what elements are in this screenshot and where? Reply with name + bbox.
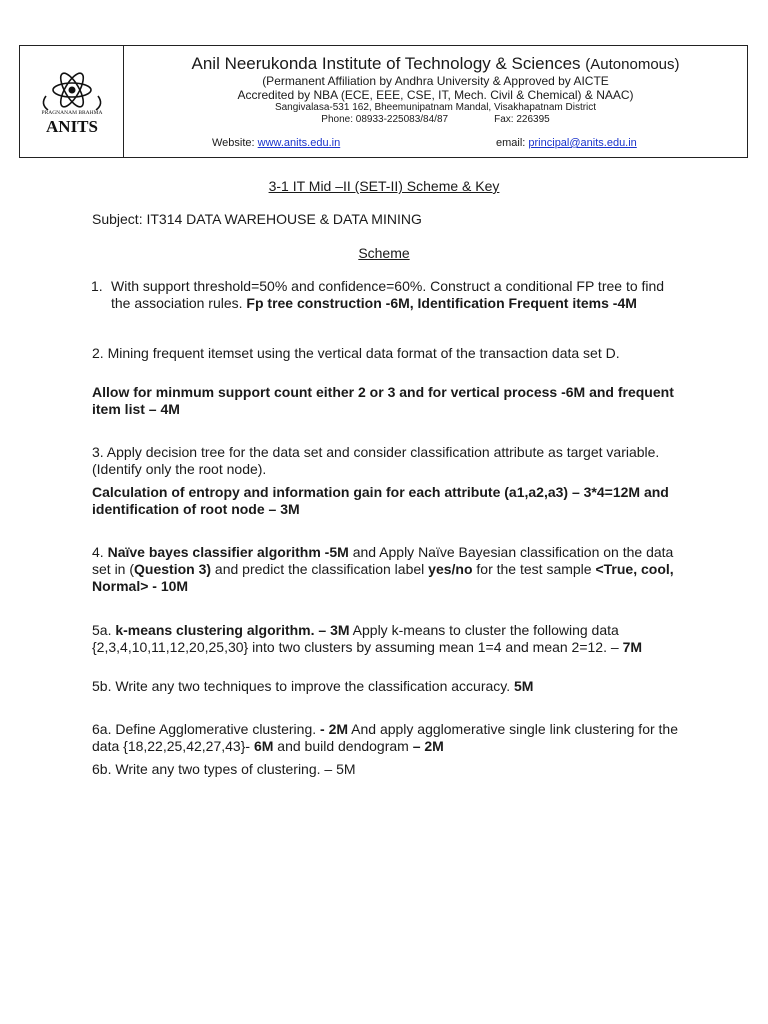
- q2-marks: Allow for minmum support count either 2 or 3 and for vertical process -6M and frequent item list – 4M: [92, 384, 674, 417]
- question-3: 3. Apply decision tree for the data set and consider classification attribute as target variable. (Identify only the root node).: [92, 444, 660, 477]
- subject-line: Subject: IT314 DATA WAREHOUSE & DATA MINING: [92, 211, 422, 227]
- address: Sangivalasa-531 162, Bheemunipatnam Mandal, Visakhapatnam District: [274, 102, 597, 113]
- phone: Phone: 08933-225083/84/87: [321, 114, 449, 125]
- website-link[interactable]: www.anits.edu.in: [257, 137, 341, 149]
- anits-logo-icon: [32, 66, 112, 138]
- question-1: 1. With support threshold=50% and confidence=60%. Construct a conditional FP tree to find the association rules. Fp tree construction -6M, Identification Frequent items -4M: [91, 278, 665, 311]
- institute-name: Anil Neerukonda Institute of Technology & Sciences (Autonomous): [191, 54, 680, 73]
- question-4: 4. Naïve bayes classifier algorithm -5M and Apply Naïve Bayesian classification on the data set in (Question 3) and predict the classification label yes/no for the test sample <True, cool, Normal> - 10M: [92, 544, 674, 594]
- institute-info: [124, 46, 747, 157]
- letterhead: [19, 45, 748, 158]
- svg-text:PRAGNANAM BRAHMA: PRAGNANAM BRAHMA: [41, 109, 102, 116]
- scheme-heading: Scheme: [358, 245, 410, 261]
- autonomous-label: (Autonomous): [585, 56, 680, 73]
- logo-cell: [20, 46, 124, 157]
- question-6a: 6a. Define Agglomerative clustering. - 2M And apply agglomerative single link clustering for the data {18,22,25,42,27,43}- 6M and build dendogram – 2M: [92, 721, 678, 754]
- affiliation: (Permanent Affiliation by Andhra University & Approved by AICTE: [262, 74, 609, 88]
- svg-text:ANITS: ANITS: [45, 116, 98, 136]
- question-5a: 5a. k-means clustering algorithm. – 3M Apply k-means to cluster the following data {2,3,4,10,11,12,20,25,30} into two clusters by assuming mean 1=4 and mean 2=12. – 7M: [92, 622, 643, 655]
- question-6b: 6b. Write any two types of clustering. – 5M: [92, 761, 356, 777]
- email: email: principal@anits.edu.in: [496, 137, 637, 149]
- q3-marks: Calculation of entropy and information gain for each attribute (a1,a2,a3) – 3*4=12M and identification of root node – 3M: [92, 484, 669, 517]
- accreditation: Accredited by NBA (ECE, EEE, CSE, IT, Mech. Civil & Chemical) & NAAC): [237, 88, 634, 102]
- q1-marks: Fp tree construction -6M, Identification Frequent items -4M: [246, 295, 637, 311]
- email-link[interactable]: principal@anits.edu.in: [528, 137, 637, 149]
- question-5b: 5b. Write any two techniques to improve the classification accuracy. 5M: [92, 678, 534, 694]
- document-title: 3-1 IT Mid –II (SET-II) Scheme & Key: [268, 178, 500, 194]
- contact-line: [124, 114, 747, 125]
- question-2: 2. Mining frequent itemset using the vertical data format of the transaction data set D.: [92, 345, 620, 361]
- fax: Fax: 226395: [494, 114, 550, 125]
- website: Website: www.anits.edu.in: [212, 137, 341, 149]
